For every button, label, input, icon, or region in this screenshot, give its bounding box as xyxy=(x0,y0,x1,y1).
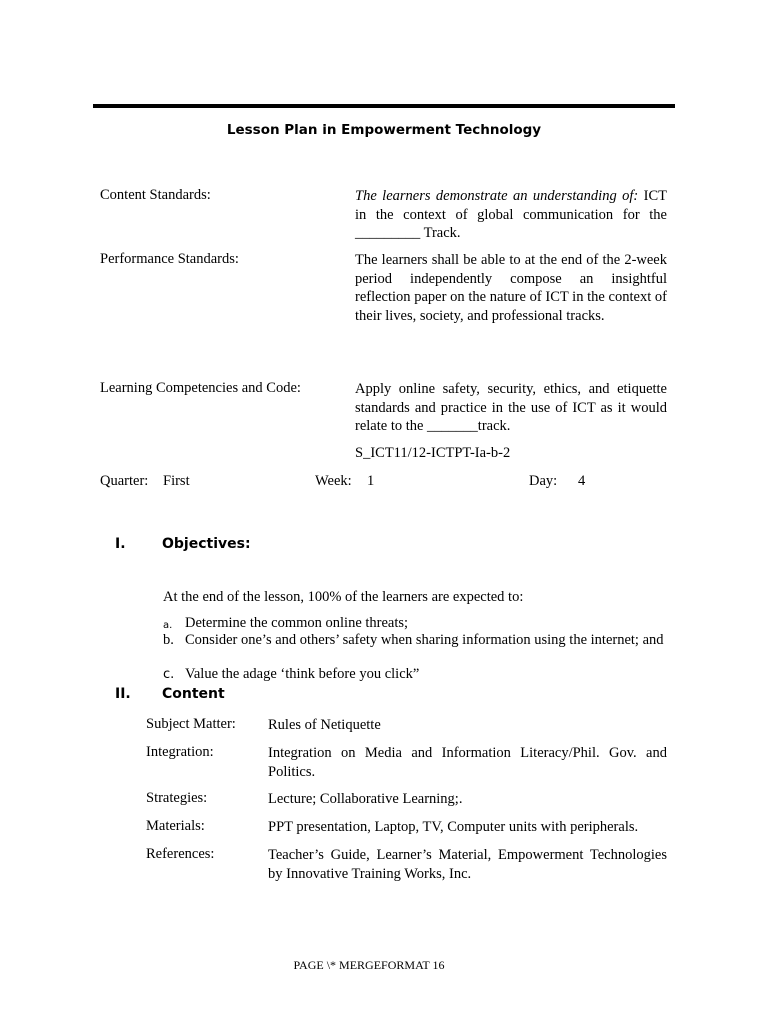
references-value: Teacher’s Guide, Learner’s Material, Empowerment Technologies by Innovative Training Works, Inc. xyxy=(268,847,667,882)
objectives-intro: At the end of the lesson, 100% of the learners are expected to: xyxy=(163,589,524,605)
quarter-value: First xyxy=(163,473,190,489)
content-heading: Content xyxy=(162,686,225,702)
performance-standards-label: Performance Standards: xyxy=(100,251,239,267)
objectives-heading: Objectives: xyxy=(162,536,251,552)
competencies-label: Learning Competencies and Code: xyxy=(100,380,301,396)
content-standards-label: Content Standards: xyxy=(100,187,211,203)
list-marker: b. xyxy=(163,632,174,648)
list-marker: c. xyxy=(163,667,175,682)
list-text: Value the adage ‘think before you click” xyxy=(185,666,420,682)
day-label: Day: xyxy=(529,473,558,489)
integration-value: Integration on Media and Information Literacy/Phil. Gov. and Politics. xyxy=(268,745,667,780)
week-label: Week: xyxy=(315,473,352,489)
list-text: Determine the common online threats; xyxy=(185,615,409,631)
references-label: References: xyxy=(146,846,215,862)
performance-standards-value: The learners shall be able to at the end of the 2-week period independently compose an insightful reflection paper on the nature of ICT in the context of their lives, society, and professional tracks. xyxy=(355,252,667,324)
page-footer: PAGE \* MERGEFORMAT 16 xyxy=(293,958,445,972)
strategies-value: Lecture; Collaborative Learning;. xyxy=(268,791,463,807)
list-marker: a. xyxy=(163,620,173,631)
content-standards-intro: The learners demonstrate an understanding of: xyxy=(355,188,639,204)
integration-label: Integration: xyxy=(146,744,214,760)
materials-value: PPT presentation, Laptop, TV, Computer units with peripherals. xyxy=(268,819,639,835)
competencies-value: Apply online safety, security, ethics, and etiquette standards and practice in the use of ICT as it would relate to the _______track. xyxy=(355,381,667,434)
content-standards-value xyxy=(355,187,667,243)
subject-matter-value: Rules of Netiquette xyxy=(268,717,381,733)
competency-code: S_ICT11/12-ICTPT-Ia-b-2 xyxy=(355,445,511,461)
page-title: Lesson Plan in Empowerment Technology xyxy=(226,122,542,138)
materials-label: Materials: xyxy=(146,818,205,834)
strategies-label: Strategies: xyxy=(146,790,208,806)
quarter-label: Quarter: xyxy=(100,473,149,489)
objectives-number: I. xyxy=(115,536,126,552)
objectives-list xyxy=(163,615,678,685)
content-number: II. xyxy=(115,686,131,702)
week-value: 1 xyxy=(367,473,375,489)
top-rule xyxy=(93,104,675,108)
subject-matter-label: Subject Matter: xyxy=(146,716,236,732)
content-standards-text: ICT in the context of global communication for the _________ Track. xyxy=(355,188,668,241)
day-value: 4 xyxy=(578,473,586,489)
list-text: Consider one’s and others’ safety when sharing information using the internet; and xyxy=(185,632,664,648)
